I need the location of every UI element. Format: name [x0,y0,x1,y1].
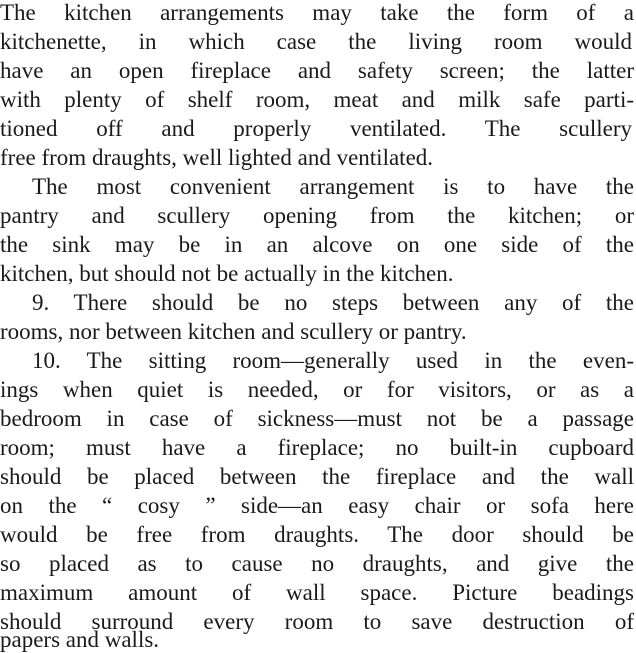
text-line-14: ings when quiet is needed, or for visitors, or as a [0,377,634,402]
text-line-11: 9. There should be no steps between any of the [32,290,634,315]
text-line-22: should surround every room to save destruction of [0,609,634,634]
text-line-23: papers and walls. [0,627,160,652]
text-line-21: maximum amount of wall space. Picture beadings [0,580,634,605]
text-line-7: The most convenient arrangement is to have the [32,174,634,199]
text-line-2: kitchenette, in which case the living room would [0,29,632,54]
text-line-8: pantry and scullery opening from the kitchen; or [0,203,634,228]
text-line-20: so placed as to cause no draughts, and give the [0,551,634,576]
text-line-1: The kitchen arrangements may take the form of a [0,0,634,25]
text-line-3: have an open fireplace and safety screen; the latter [0,58,634,83]
text-line-5: tioned off and properly ventilated. The scullery [0,116,632,141]
text-line-12: rooms, nor between kitchen and scullery or pantry. [0,319,467,344]
text-line-4: with plenty of shelf room, meat and milk safe parti- [0,87,634,112]
text-line-19: would be free from draughts. The door should be [0,522,634,547]
text-line-15: bedroom in case of sickness—must not be a passage [0,406,634,431]
text-line-6: free from draughts, well lighted and ventilated. [0,145,434,170]
text-line-10: kitchen, but should not be actually in the kitchen. [0,261,454,286]
text-line-16: room; must have a fireplace; no built-in cupboard [0,435,634,460]
text-line-9: the sink may be in an alcove on one side of the [0,232,634,257]
text-line-13: 10. The sitting room—generally used in the even- [32,348,634,373]
text-line-17: should be placed between the fireplace and the wall [0,464,634,489]
text-line-18: on the “ cosy ” side—an easy chair or sofa here [0,493,634,518]
